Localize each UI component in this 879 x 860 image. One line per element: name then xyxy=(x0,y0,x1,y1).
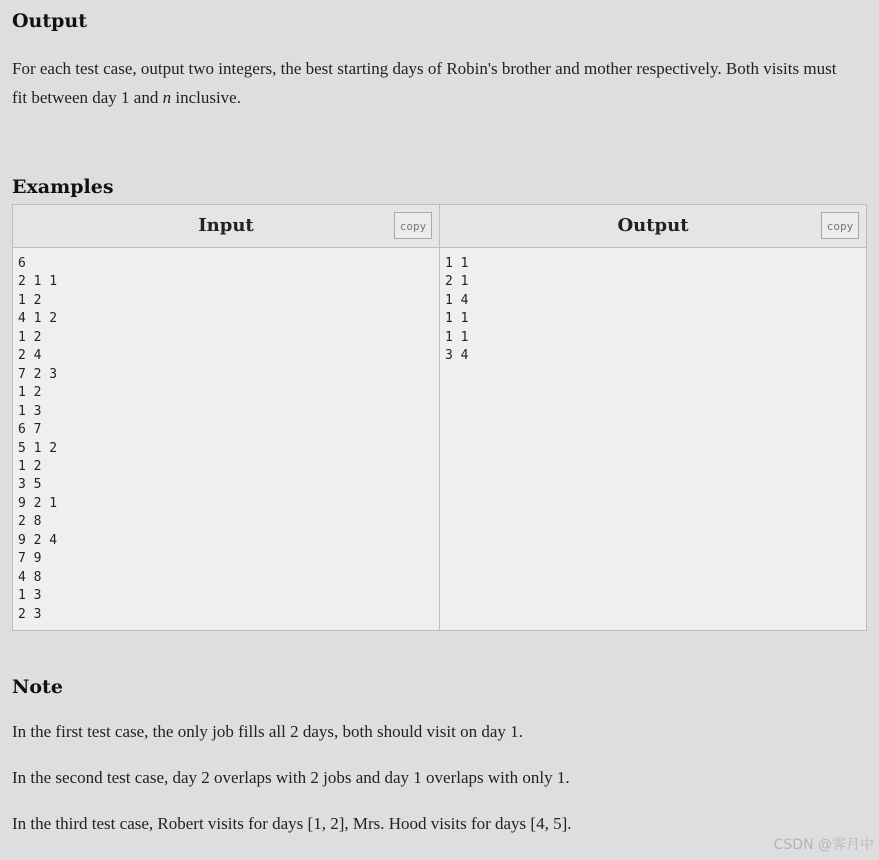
input-line: 1 3 xyxy=(18,403,42,419)
input-line: 1 3 xyxy=(18,588,42,604)
input-title: Input xyxy=(198,215,254,236)
input-column xyxy=(13,205,439,630)
input-line: 2 3 xyxy=(18,606,42,622)
output-line: 2 1 xyxy=(445,274,469,290)
input-line: 2 1 1 xyxy=(18,274,58,290)
examples-table xyxy=(12,204,867,631)
output-line: 1 1 xyxy=(445,256,469,271)
input-header xyxy=(13,205,439,248)
output-text-before: For each test case, output two integers, the best starting days of Robin's brother and mother respectively. Both visits must fit between day 1 and xyxy=(12,59,837,107)
input-line: 6 xyxy=(18,256,26,271)
examples-section-title: Examples xyxy=(12,176,114,198)
input-sample[interactable] xyxy=(13,248,439,631)
output-header xyxy=(440,205,866,248)
output-line: 1 1 xyxy=(445,311,469,327)
copy-input-button[interactable]: copy xyxy=(394,212,432,239)
output-title: Output xyxy=(617,215,689,236)
input-line: 1 2 xyxy=(18,385,42,401)
output-line: 1 4 xyxy=(445,292,469,308)
output-sample[interactable] xyxy=(440,248,866,373)
note-paragraph: In the third test case, Robert visits for days [1, 2], Mrs. Hood visits for days [4, 5]. xyxy=(12,814,572,833)
input-line: 7 2 3 xyxy=(18,366,58,382)
output-description xyxy=(12,54,842,112)
output-text-after: inclusive. xyxy=(171,88,241,107)
input-line: 3 5 xyxy=(18,477,42,493)
csdn-watermark: CSDN @霁月中 xyxy=(773,837,874,853)
output-section-title: Output xyxy=(12,10,88,32)
copy-output-button[interactable]: copy xyxy=(821,212,859,239)
input-line: 2 4 xyxy=(18,348,42,364)
input-line: 9 2 4 xyxy=(18,532,58,548)
input-line: 9 2 1 xyxy=(18,495,58,511)
input-line: 1 2 xyxy=(18,458,42,474)
output-column xyxy=(439,205,866,630)
input-line: 6 7 xyxy=(18,422,42,438)
output-line: 3 4 xyxy=(445,348,469,364)
note-paragraph: In the second test case, day 2 overlaps with 2 jobs and day 1 overlaps with only 1. xyxy=(12,768,570,787)
input-line: 5 1 2 xyxy=(18,440,58,456)
input-line: 7 9 xyxy=(18,551,42,567)
input-line: 4 8 xyxy=(18,569,42,585)
math-variable-n: n xyxy=(162,88,172,107)
note-section-title: Note xyxy=(12,676,63,698)
input-line: 1 2 xyxy=(18,292,42,308)
output-line: 1 1 xyxy=(445,329,469,345)
input-line: 1 2 xyxy=(18,329,42,345)
note-paragraph: In the first test case, the only job fills all 2 days, both should visit on day 1. xyxy=(12,722,523,741)
input-line: 2 8 xyxy=(18,514,42,530)
input-line: 4 1 2 xyxy=(18,311,58,327)
